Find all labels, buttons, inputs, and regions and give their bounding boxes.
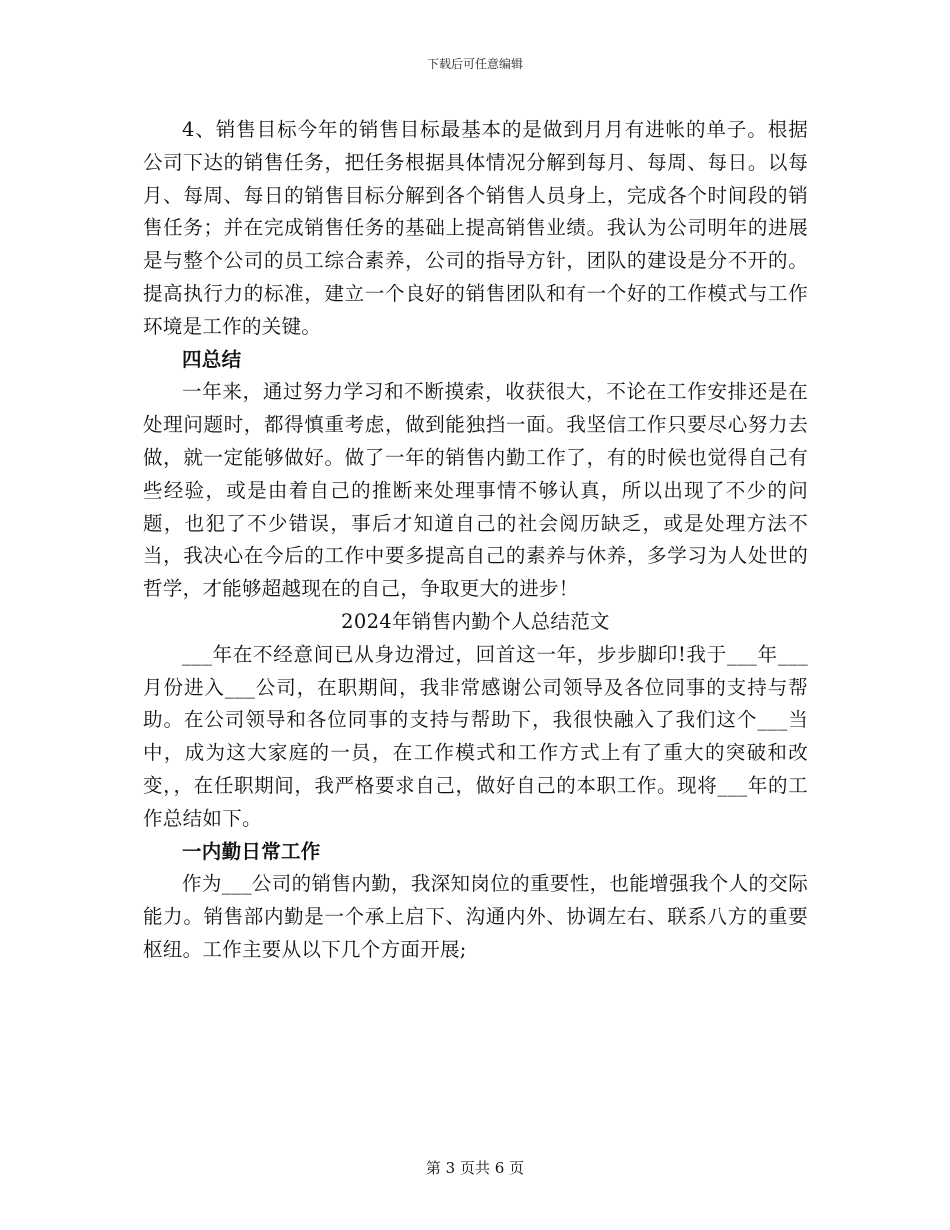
paragraph-intro: ___年在不经意间已从身边滑过，回首这一年，步步脚印!我于___年___月份进入___公司，在职期间，我非常感谢公司领导及各位同事的支持与帮助。在公司领导和各位同事的支持与帮助下，我很快融入了我们这个___当中，成为这大家庭的一员，在工作模式和工作方式上有了重大的突破和改变，，在任职期间，我严格要求自己，做好自己的本职工作。现将___年的工作总结如下。 [143, 642, 808, 830]
paragraph-daily-work: 作为___公司的销售内勤，我深知岗位的重要性，也能增强我个人的交际能力。销售部内勤是一个承上启下、沟通内外、协调左右、联系八方的重要枢纽。工作主要从以下几个方面开展; [143, 872, 808, 961]
section-heading-daily-work: 一内勤日常工作 [182, 839, 321, 863]
section-heading-summary: 四总结 [182, 347, 242, 371]
page-header-note: 下载后可任意编辑 [426, 57, 523, 71]
document-title: 2024年销售内勤个人总结范文 [341, 609, 610, 633]
paragraph-sales-target: 4、销售目标今年的销售目标最基本的是做到月月有进帐的单子。根据公司下达的销售任务，把任务根据具体情况分解到每月、每周、每日。以每月、每周、每日的销售目标分解到各个销售人员身上，完成各个时间段的销售任务；并在完成销售任务的基础上提高销售业绩。我认为公司明年的进展是与整个公司的员工综合素养，公司的指导方针，团队的建设是分不开的。提高执行力的标准，建立一个良好的销售团队和有一个好的工作模式与工作环境是工作的关键。 [143, 118, 808, 338]
document-body [143, 114, 808, 967]
page-number-footer: 第 3 页共 6 页 [425, 1159, 525, 1177]
paragraph-summary: 一年来，通过努力学习和不断摸索，收获很大，不论在工作安排还是在处理问题时，都得慎重考虑，做到能独挡一面。我坚信工作只要尽心努力去做，就一定能够做好。做了一年的销售内勤工作了，有的时候也觉得自己有些经验，或是由着自己的推断来处理事情不够认真，所以出现了不少的问题，也犯了不少错误，事后才知道自己的社会阅历缺乏，或是处理方法不当，我决心在今后的工作中要多提高自己的素养与休养，多学习为人处世的哲学，才能够超越现在的自己，争取更大的进步！ [143, 380, 808, 601]
